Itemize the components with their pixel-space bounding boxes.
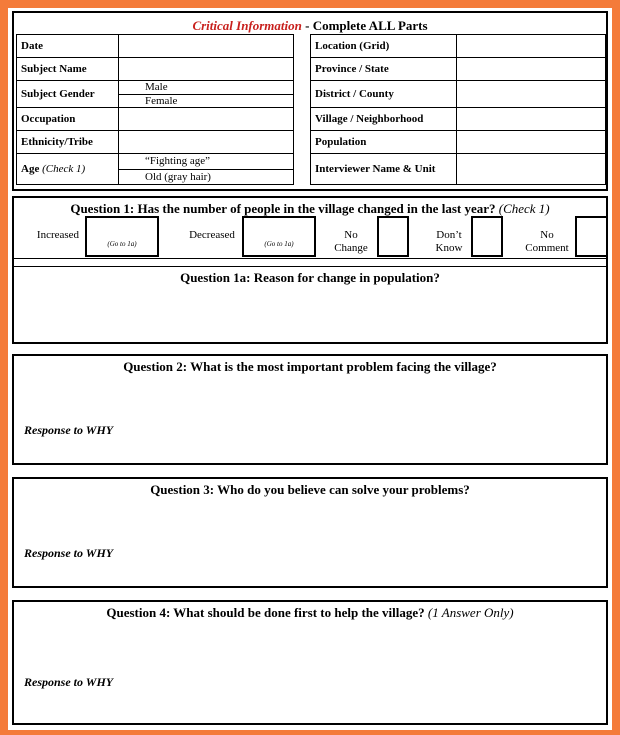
option-no-change-label	[326, 229, 376, 255]
question-4-title	[14, 605, 606, 621]
option-dont-know-checkbox[interactable]	[471, 216, 503, 257]
option-dont-know-line-2: Know	[435, 242, 463, 254]
option-no-comment-label	[518, 229, 576, 255]
question-2-section	[12, 354, 608, 465]
option-dont-know-line-1: Don’t	[436, 229, 462, 241]
ethnicity-label: Ethnicity/Tribe	[17, 131, 119, 154]
question-1-divider-2	[14, 266, 606, 267]
option-no-change-line-1: No	[344, 229, 358, 241]
option-no-change-checkbox[interactable]	[377, 216, 409, 257]
option-decreased-label: Decreased	[189, 229, 235, 241]
option-increased-checkbox[interactable]	[85, 216, 159, 257]
province-label: Province / State	[311, 58, 457, 81]
critical-info-section	[12, 11, 608, 191]
increased-goto-note: (Go to 1a)	[107, 240, 137, 248]
ethnicity-field[interactable]	[119, 131, 294, 154]
question-2-title: Question 2: What is the most important problem facing the village?	[123, 359, 497, 374]
location-field[interactable]	[457, 35, 606, 58]
gender-female-option[interactable]: Female	[119, 94, 293, 108]
occupation-label: Occupation	[17, 108, 119, 131]
question-2-answer-area[interactable]	[18, 378, 602, 459]
interviewer-field[interactable]	[457, 154, 606, 185]
occupation-field[interactable]	[119, 108, 294, 131]
right-info-table	[310, 34, 606, 185]
question-3-response-label: Response to WHY	[24, 546, 114, 560]
location-label: Location (Grid)	[311, 35, 457, 58]
district-field[interactable]	[457, 81, 606, 108]
age-label	[17, 154, 119, 185]
critical-info-title	[14, 18, 606, 34]
age-note: (Check 1)	[42, 163, 86, 175]
date-label: Date	[17, 35, 119, 58]
age-old-option[interactable]: Old (gray hair)	[119, 169, 293, 185]
age-fighting-option[interactable]: “Fighting age”	[145, 155, 211, 168]
question-3-title: Question 3: Who do you believe can solve your problems?	[150, 482, 470, 497]
village-label: Village / Neighborhood	[311, 108, 457, 131]
gender-male-option[interactable]: Male	[145, 81, 168, 94]
question-3-section	[12, 477, 608, 588]
question-1a-answer-area[interactable]	[18, 288, 602, 338]
option-increased-label: Increased	[36, 229, 80, 241]
province-field[interactable]	[457, 58, 606, 81]
question-4-text: Question 4: What should be done first to help the village?	[106, 605, 425, 620]
survey-form	[8, 8, 612, 730]
interviewer-label: Interviewer Name & Unit	[311, 154, 457, 185]
question-1a-title: Question 1a: Reason for change in population?	[180, 270, 440, 285]
option-no-comment-line-1: No	[540, 229, 554, 241]
village-field[interactable]	[457, 108, 606, 131]
population-label: Population	[311, 131, 457, 154]
critical-info-title-red: Critical Information	[192, 18, 302, 33]
subject-gender-label: Subject Gender	[17, 81, 119, 108]
question-1-title	[14, 201, 606, 217]
question-1-text: Question 1: Has the number of people in the village changed in the last year?	[70, 201, 496, 216]
subject-name-label: Subject Name	[17, 58, 119, 81]
question-1-note: (Check 1)	[498, 201, 550, 216]
question-3-answer-area[interactable]	[18, 501, 602, 582]
question-2-response-label: Response to WHY	[24, 423, 114, 437]
option-no-comment-line-2: Comment	[525, 242, 569, 254]
district-label: District / County	[311, 81, 457, 108]
option-no-comment-checkbox[interactable]	[575, 216, 608, 257]
subject-name-field[interactable]	[119, 58, 294, 81]
question-4-section	[12, 600, 608, 725]
question-1-divider-1	[14, 258, 606, 259]
decreased-goto-note: (Go to 1a)	[264, 240, 294, 248]
left-info-table	[16, 34, 294, 185]
age-label-text: Age	[21, 163, 40, 175]
population-field[interactable]	[457, 131, 606, 154]
option-dont-know-label	[426, 229, 472, 255]
question-4-note: (1 Answer Only)	[427, 605, 514, 620]
question-4-response-label: Response to WHY	[24, 675, 114, 689]
critical-info-title-rest: - Complete ALL Parts	[301, 18, 428, 33]
option-no-change-line-2: Change	[334, 242, 368, 254]
date-field[interactable]	[119, 35, 294, 58]
question-4-answer-area[interactable]	[18, 624, 602, 719]
question-1-section	[12, 196, 608, 344]
option-decreased-checkbox[interactable]	[242, 216, 316, 257]
